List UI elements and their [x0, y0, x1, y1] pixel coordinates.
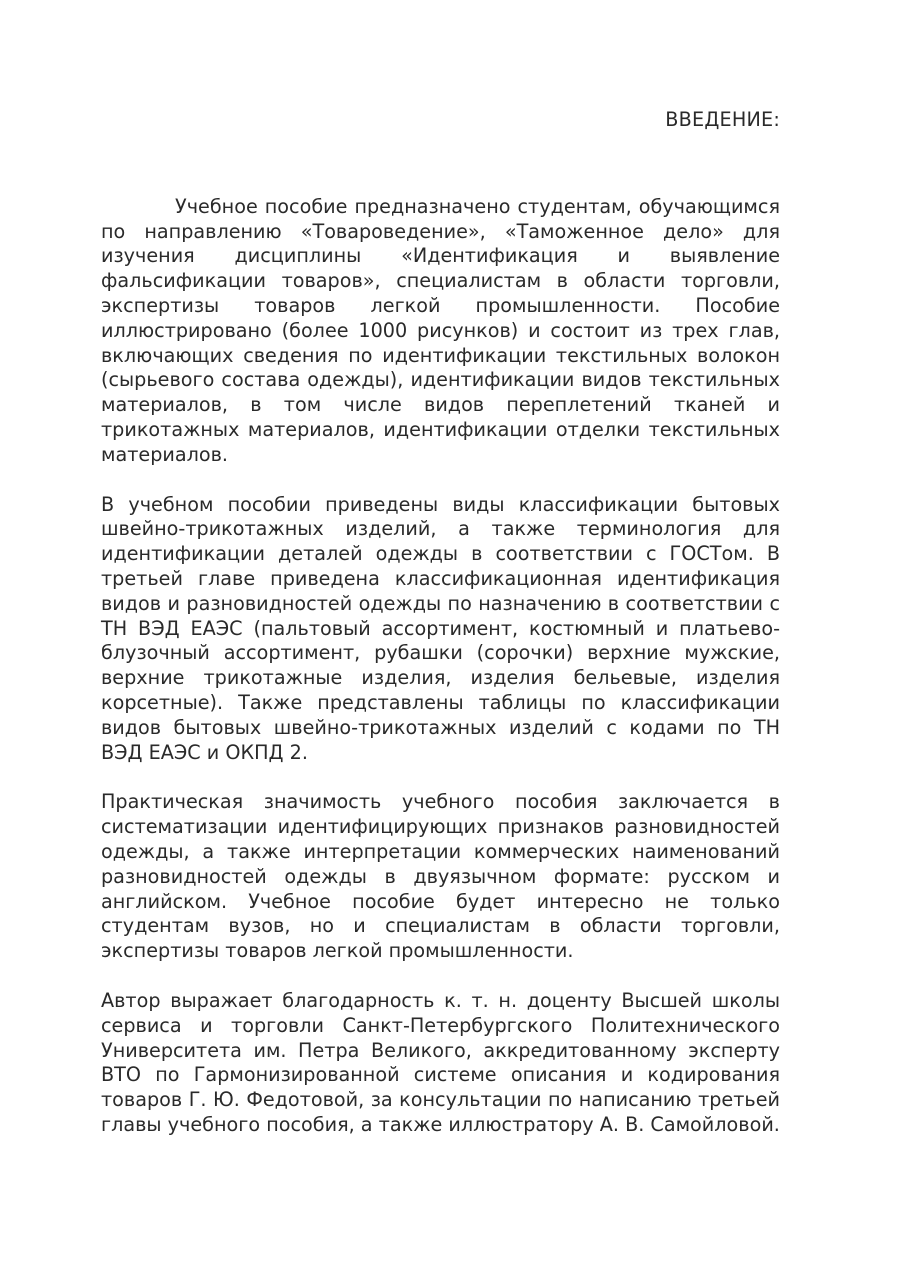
paragraph-purpose: Учебное пособие предназначено студентам, обучающимся по направлению «Товароведение», «Таможенное дело» для изучения дисциплины «Идентификация и выявление фальсификации товаров», специалистам в области торговли, экспертизы товаров легкой промышленности. Пособие иллюстрировано (более 1000 рисунков) и состоит из трех глав, включающих сведения по идентификации текстильных волокон (сырьевого состава одежды), идентификации видов текстильных материалов, в том числе видов переплетений тканей и трикотажных материалов, идентификации отделки текстильных материалов. [101, 194, 780, 466]
paragraph-classification: В учебном пособии приведены виды классификации бытовых швейно-трикотажных изделий, а также терминология для идентификации деталей одежды в соответствии с ГОСТом. В третьей главе приведена классификационная идентификация видов и разновидностей одежды по назначению в соответствии с ТН ВЭД ЕАЭС (пальтовый ассортимент, костюмный и платьево-блузочный ассортимент, рубашки (сорочки) верхние мужские, верхние трикотажные изделия, изделия бельевые, изделия корсетные). Также представлены таблицы по классификации видов бытовых швейно-трикотажных изделий с кодами по ТН ВЭД ЕАЭС и ОКПД 2. [101, 492, 780, 764]
document-page [101, 108, 780, 1163]
paragraph-significance: Практическая значимость учебного пособия заключается в систематизации идентифицирующих признаков разновидностей одежды, а также интерпретации коммерческих наименований разновидностей одежды в двуязычном формате: русском и английском. Учебное пособие будет интересно не только студентам вузов, но и специалистам в области торговли, экспертизы товаров легкой промышленности. [101, 790, 780, 963]
paragraph-acknowledgement: Автор выражает благодарность к. т. н. доценту Высшей школы сервиса и торговли Санкт-Петербургского Политехнического Университета им. Петра Великого, аккредитованному эксперту ВТО по Гармонизированной системе описания и кодирования товаров Г. Ю. Федотовой, за консультации по написанию третьей главы учебного пособия, а также иллюстратору А. В. Самойловой. [101, 988, 780, 1136]
section-heading: ВВЕДЕНИЕ: [665, 108, 780, 131]
